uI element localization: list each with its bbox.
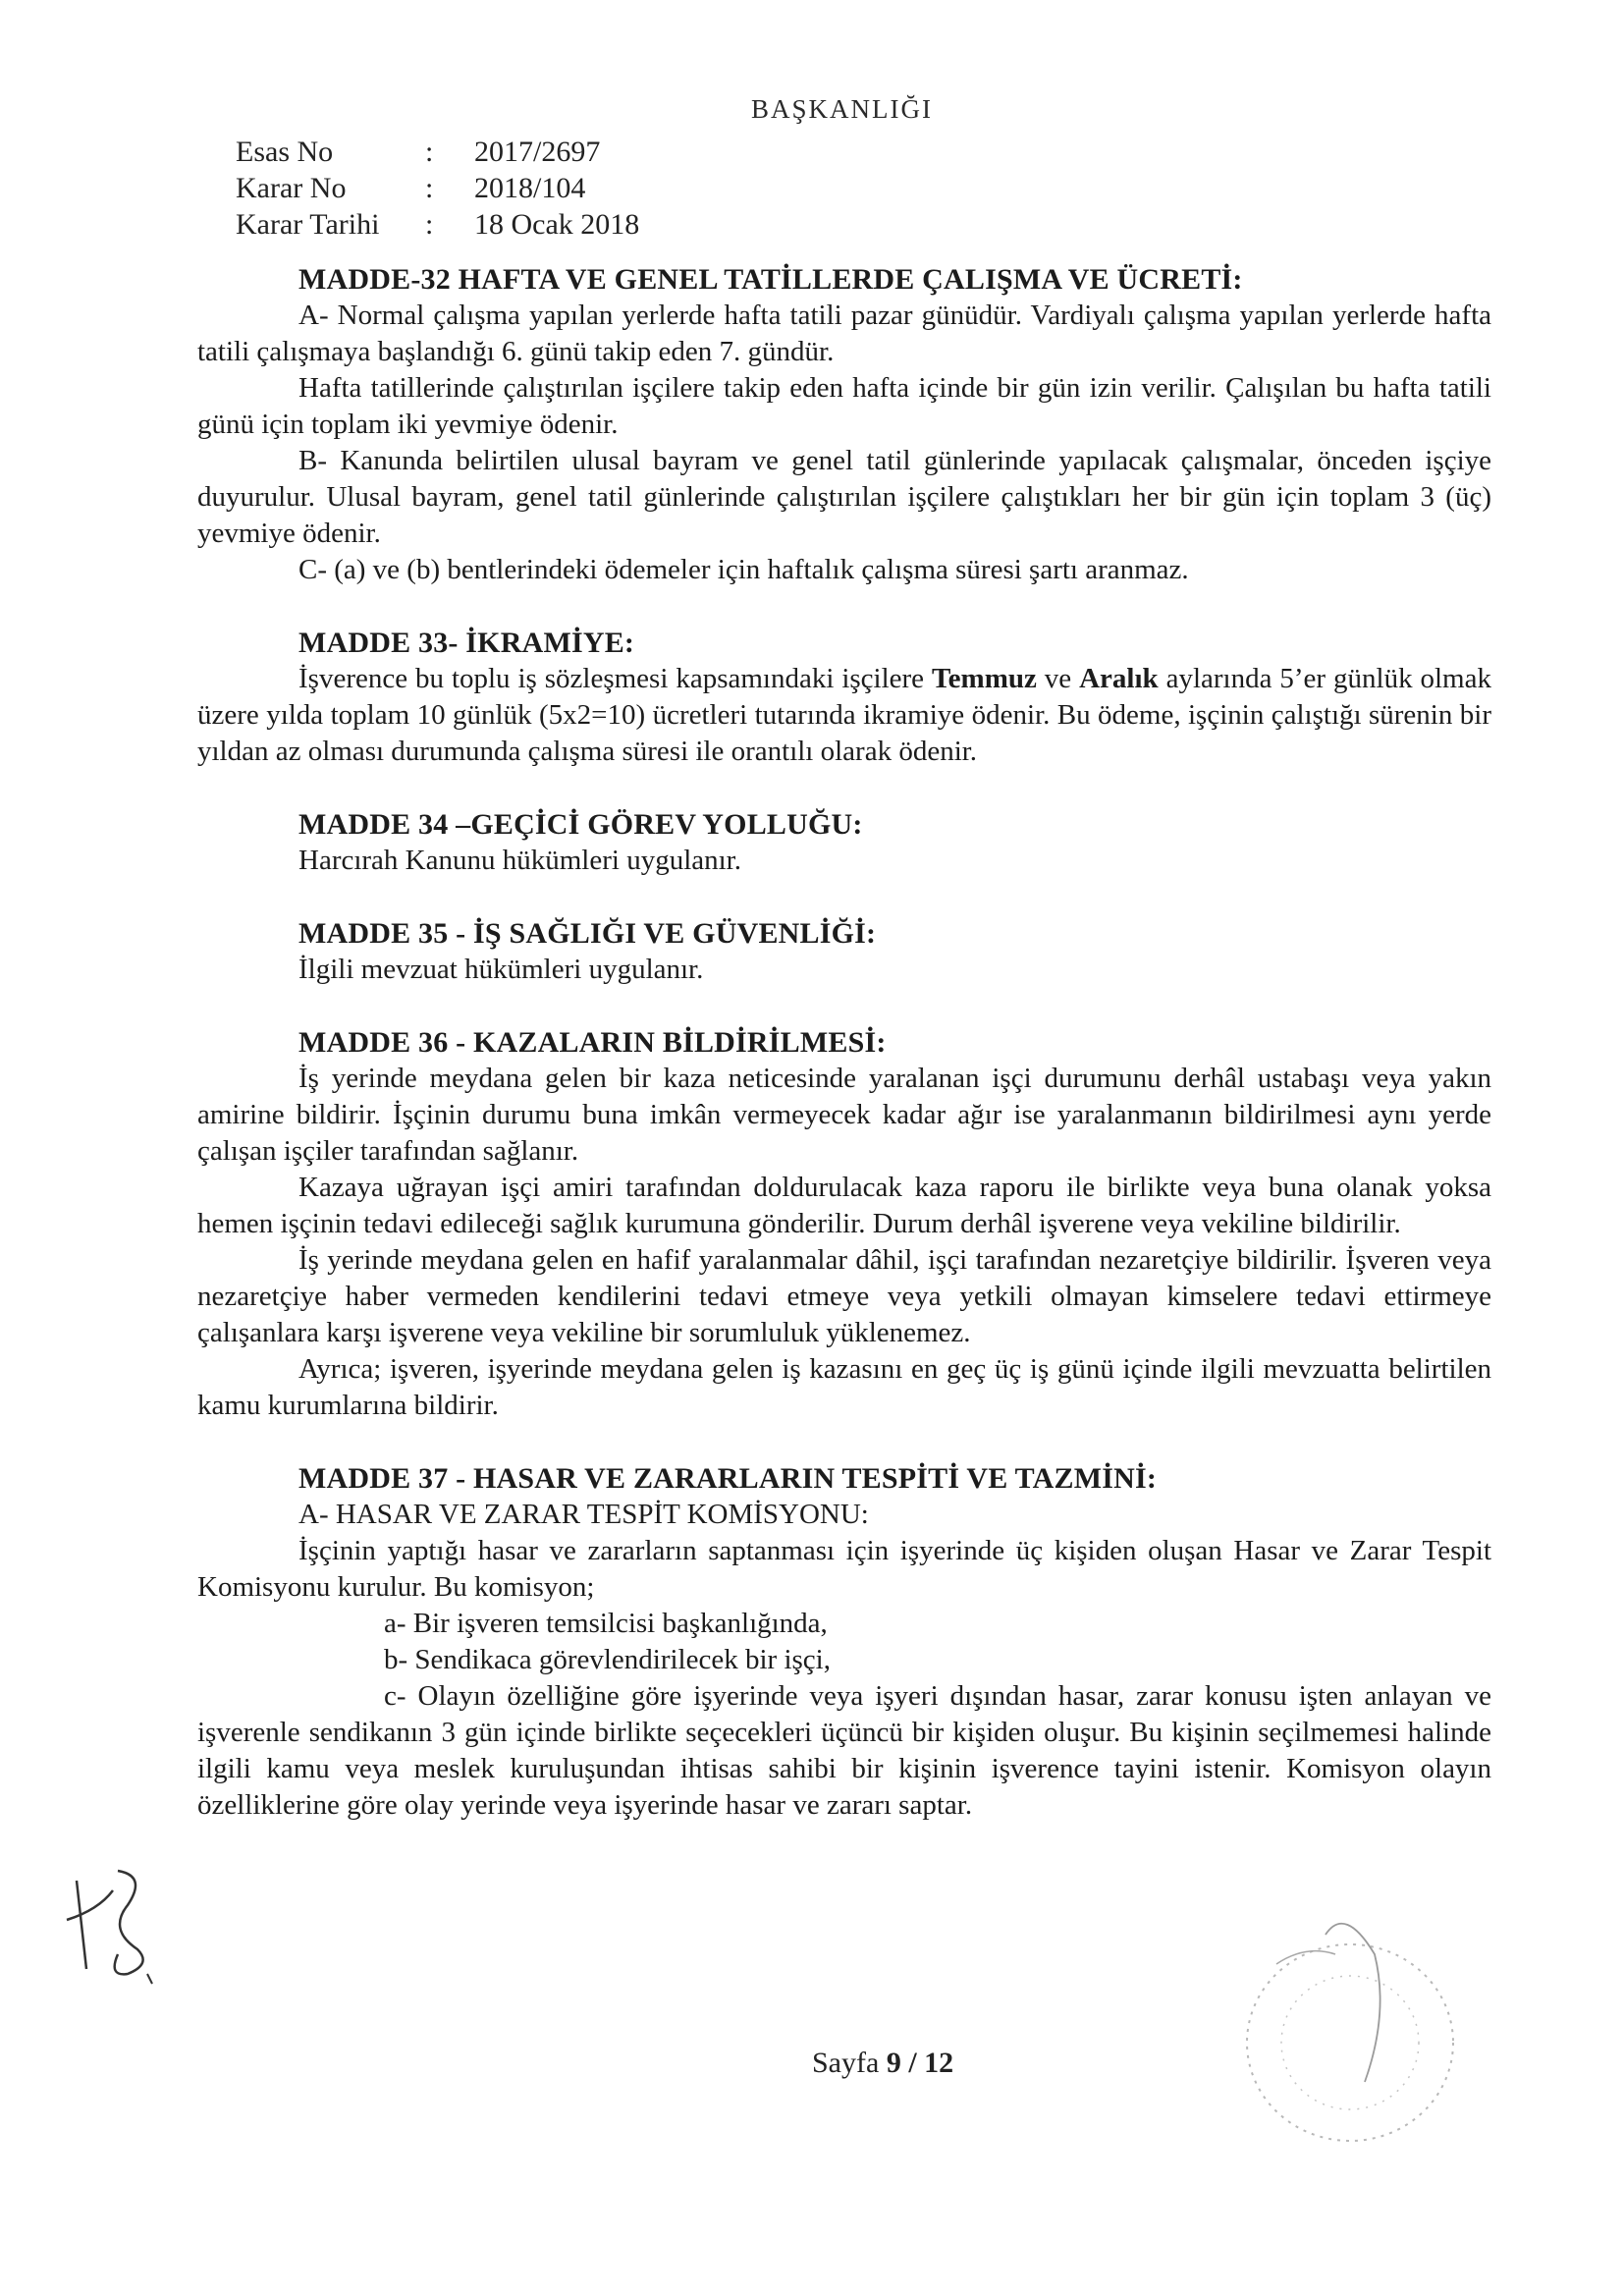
meta-colon: :: [425, 172, 434, 204]
paragraph: B- Kanunda belirtilen ulusal bayram ve genel tatil günlerinde yapılacak çalışmalar, önceden işçiye duyurulur. Ulusal bayram, genel tatil günlerinde çalıştırılan işçilere çalıştıkları her bir gün için toplam 3 (üç) yevmiye ödenir.: [197, 445, 1491, 549]
case-metadata: [236, 134, 639, 243]
paragraph: İlgili mevzuat hükümleri uygulanır.: [298, 954, 704, 985]
paragraph: Ayrıca; işveren, işyerinde meydana gelen iş kazasını en geç üç iş günü içinde ilgili mevzuatta belirtilen kamu kurumlarına bildirir.: [197, 1353, 1491, 1421]
page-footer: [812, 2047, 953, 2080]
paragraph: İş yerinde meydana gelen en hafif yaralanmalar dâhil, işçi tarafından nezaretçiye bildirilir. İşveren veya nezaretçiye haber vermeden kendilerini tedavi etmeye veya yetkili olmayan kimselere tedavi ettirmeye çalışanlara karşı işverene veya vekiline bir sorumluluk yüklenemez.: [197, 1244, 1491, 1348]
section-title: MADDE 33- İKRAMİYE:: [298, 627, 635, 659]
section-title: MADDE-32 HAFTA VE GENEL TATİLLERDE ÇALIŞMA VE ÜCRETİ:: [298, 263, 1243, 296]
section-madde-35: [197, 915, 1491, 988]
subsection-title: A- HASAR VE ZARAR TESPİT KOMİSYONU:: [298, 1499, 869, 1530]
section-madde-33: [197, 625, 1491, 770]
section-madde-34: [197, 806, 1491, 879]
section-madde-37: [197, 1460, 1491, 1824]
section-title: MADDE 35 - İŞ SAĞLIĞI VE GÜVENLİĞİ:: [298, 917, 877, 950]
paragraph: C- (a) ve (b) bentlerindeki ödemeler için haftalık çalışma süresi şartı aranmaz.: [298, 554, 1189, 585]
paragraph: Kazaya uğrayan işçi amiri tarafından doldurulacak kaza raporu ile birlikte veya buna olanak yoksa hemen işçinin tedavi edileceği sağlık kurumuna gönderilir. Durum derhâl işverene veya vekiline bildirilir.: [197, 1172, 1491, 1239]
document-body: [197, 261, 1491, 1824]
meta-value: 18 Ocak 2018: [474, 208, 640, 241]
text-run: ve: [1036, 663, 1080, 694]
meta-colon: :: [425, 136, 434, 168]
header-office: BAŞKANLIĞI: [751, 94, 933, 124]
meta-value: 2018/104: [474, 172, 586, 204]
section-madde-36: [197, 1024, 1491, 1424]
paragraph: Harcırah Kanunu hükümleri uygulanır.: [298, 845, 741, 876]
text-run: aylarında 5’er günlük olmak üzere yılda toplam 10 günlük (5x2=10) ücretleri tutarında ikramiye ödenir. Bu ödeme, işçinin çalıştığı sürenin bir yıldan az olması durumunda çalışma süresi ile orantılı olarak ödenir.: [197, 663, 1491, 767]
paragraph: İşçinin yaptığı hasar ve zararların saptanması için işyerinde üç kişiden oluşan Hasar ve Zarar Tespit Komisyonu kurulur. Bu komisyon;: [197, 1535, 1491, 1603]
page-label: Sayfa: [812, 2047, 880, 2079]
paragraph: A- Normal çalışma yapılan yerlerde hafta tatili pazar günüdür. Vardiyalı çalışma yapılan yerlerde hafta tatili çalışmaya başlandığı 6. günü takip eden 7. gündür.: [197, 300, 1491, 367]
page-current: 9: [886, 2047, 901, 2079]
paragraph: Hafta tatillerinde çalıştırılan işçilere takip eden hafta içinde bir gün izin verilir. Çalışılan bu hafta tatili günü için toplam iki yevmiye ödenir.: [197, 372, 1491, 440]
section-madde-32: [197, 261, 1491, 588]
meta-row-karar-tarihi: [236, 206, 639, 243]
meta-row-esas-no: [236, 134, 639, 170]
list-item: c- Olayın özelliğine göre işyerinde veya işyeri dışından hasar, zarar konusu işten anlayan ve işverenle sendikanın 3 gün içinde birlikte seçecekleri üçüncü bir kişiden oluşur. Bu kişinin seçilmemesi halinde ilgili kamu veya meslek kuruluşundan ihtisas sahibi bir kişinin işverence tayini istenir. Komisyon olayın özelliklerine göre olay yerinde veya işyerinde hasar ve zararı saptar.: [197, 1680, 1491, 1821]
list-item: a- Bir işveren temsilcisi başkanlığında,: [384, 1608, 828, 1639]
handwritten-signature: [59, 1861, 167, 1989]
meta-label: Esas No: [236, 136, 334, 168]
meta-row-karar-no: [236, 170, 639, 206]
paragraph: [197, 661, 1491, 770]
section-title: MADDE 37 - HASAR VE ZARARLARIN TESPİTİ VE TAZMİNİ:: [298, 1462, 1158, 1495]
month-aralik: Aralık: [1079, 663, 1159, 694]
faded-stamp: [1217, 1895, 1463, 2151]
text-run: İşverence bu toplu iş sözleşmesi kapsamındaki işçilere: [298, 663, 932, 694]
meta-colon: :: [425, 208, 434, 241]
section-title: MADDE 34 –GEÇİCİ GÖREV YOLLUĞU:: [298, 808, 863, 841]
meta-value: 2017/2697: [474, 136, 601, 168]
meta-label: Karar Tarihi: [236, 208, 380, 241]
page-separator: /: [908, 2047, 917, 2079]
list-item: b- Sendikaca görevlendirilecek bir işçi,: [384, 1644, 831, 1675]
page-total: 12: [924, 2047, 954, 2079]
paragraph: İş yerinde meydana gelen bir kaza neticesinde yaralanan işçi durumunu derhâl ustabaşı veya yakın amirine bildirir. İşçinin durumu buna imkân vermeyecek kadar ağır ise yaralanmanın bildirilmesi aynı yerde çalışan işçiler tarafından sağlanır.: [197, 1063, 1491, 1167]
month-temmuz: Temmuz: [931, 663, 1037, 694]
section-title: MADDE 36 - KAZALARIN BİLDİRİLMESİ:: [298, 1026, 887, 1059]
meta-label: Karar No: [236, 172, 347, 204]
